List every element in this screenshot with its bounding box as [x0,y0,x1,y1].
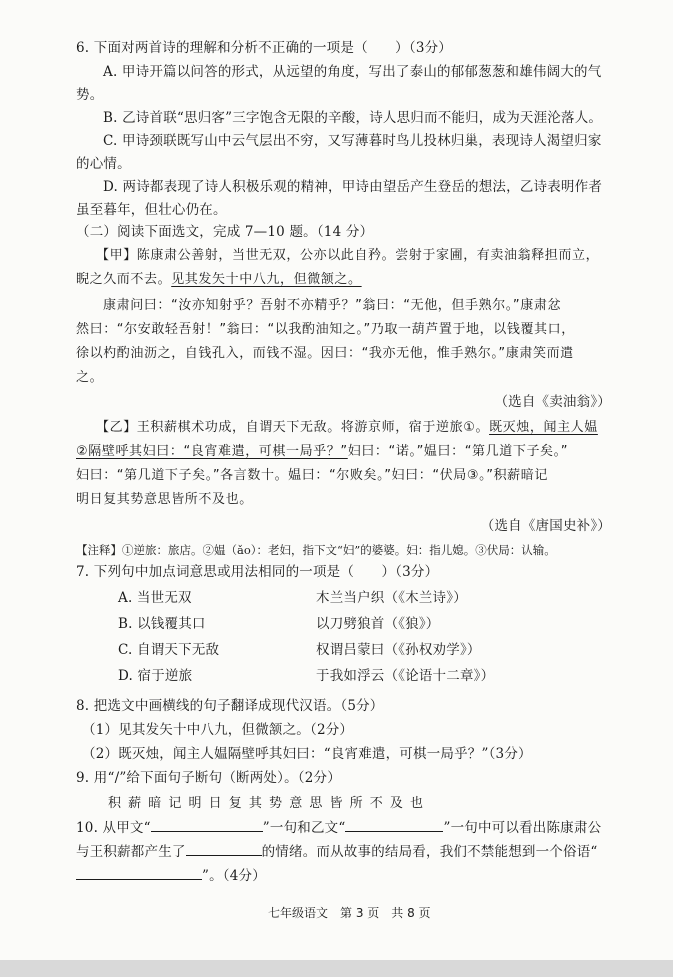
q7-option-b-left: B. 以钱覆其口 [118,616,206,632]
q8-stem: 8. 把选文中画横线的句子翻译成现代汉语。（5分） [76,698,384,714]
q7-option-d-left: D. 宿于逆旅 [118,668,193,684]
q6-option-b: B. 乙诗首联“思归客”三字饱含无限的辛酸，诗人思归而不能归，成为天涯沦落人。 [103,110,603,126]
q9-stem: 9. 用“/”给下面句子断句（断两处）。（2分） [76,770,341,786]
q10-blank-2[interactable] [345,819,443,832]
q8-sentence-1: （1）见其发矢十中八九，但微颔之。（2分） [82,722,354,738]
jia-paragraph2-line2: 然曰：“尔安敢轻吾射！”翁曰：“以我酌油知之。”乃取一葫芦置于地，以钱覆其口， [76,322,575,337]
q7-option-d-right: 于我如浮云（《论语十二章》） [316,668,495,684]
q7-option-a-left: A. 当世无双 [118,590,192,606]
q7-option-b-right: 以刀劈狼首（《狼》） [316,616,440,632]
q6-option-d-line2: 虽至暮年，但壮心仍在。 [76,202,227,218]
q6-option-c-line1: C. 甲诗颈联既写山中云气层出不穷，又写薄暮时鸟儿投林归巢，表现诗人渴望归家 [103,133,602,149]
q6-option-a-line2: 势。 [76,87,104,103]
yi-source: （选自《唐国史补》） [480,518,611,534]
q6-option-a-line1: A. 甲诗开篇以问答的形式，从远望的角度，写出了泰山的郁郁葱葱和雄伟阔大的气 [103,64,602,80]
q6-stem: 6. 下面对两首诗的理解和分析不正确的一项是（ ）（3分） [76,40,453,56]
q10-line3: ”。（4分） [76,866,266,886]
yi-paragraph-line4: 明日复其势意思皆所不及也。 [76,492,253,507]
page-footer: 七年级语文 第 3 页 共 8 页 [268,906,431,920]
jia-paragraph1-line1: 【甲】陈康肃公善射，当世无双，公亦以此自矜。尝射于家圃，有卖油翁释担而立， [96,248,600,263]
q9-sentence: 积 薪 暗 记 明 日 复 其 势 意 思 皆 所 不 及 也 [108,796,425,811]
q6-option-d-line1: D. 两诗都表现了诗人积极乐观的精神，甲诗由望岳产生登岳的想法，乙诗表明作者 [103,179,603,195]
q7-stem: 7. 下列句中加点词意思或用法相同的一项是（ ）（3分） [76,564,439,580]
jia-underlined-sentence: 见其发矢十中八九，但微颔之。 [171,272,362,287]
section2-heading: （二）阅读下面选文，完成 7—10 题。（14 分） [76,224,374,240]
yi-paragraph-line2 [76,442,568,462]
q7-option-a-right: 木兰当户织（《木兰诗》） [316,590,467,606]
q10-blank-4[interactable] [76,867,202,880]
q10-blank-3[interactable] [186,843,262,856]
yi-paragraph-line1 [96,418,598,438]
jia-paragraph2-line1: 康肃问曰：“汝亦知射乎？吾射不亦精乎？”翁曰：“无他，但手熟尔。”康肃忿 [103,298,562,313]
yi-paragraph-line3: 妇曰：“第几道下子矣。”各言数十。媪曰：“尔败矣。”妇曰：“伏局③。”积薪暗记 [76,468,548,483]
jia-paragraph1-line2 [76,270,362,290]
jia-source: （选自《卖油翁》） [494,394,611,410]
yi-underlined-sentence: ②隔壁呼其妇曰：“良宵难遣，可棋一局乎？” [76,444,348,459]
yi-plain-text-2: 妇曰：“诺。”媪曰：“第几道下子矣。” [347,444,569,459]
yi-underlined-start: 既灭烛，闻主人媪 [489,420,598,435]
q8-sentence-2: （2）既灭烛，闻主人媪隔壁呼其妇曰：“良宵难遣，可棋一局乎？”（3分） [82,746,532,762]
jia-paragraph2-line3: 徐以杓酌油沥之，自钱孔入，而钱不湿。因曰：“我亦无他，惟手熟尔。”康肃笑而遣 [76,346,574,361]
q10-blank-1[interactable] [151,819,263,832]
q7-option-c-right: 权谓吕蒙曰（《孙权劝学》） [316,642,481,658]
q7-option-c-left: C. 自谓天下无敌 [118,642,220,658]
annotation-notes: 【注释】①逆旅：旅店。②媪（ǎo）：老妇，指下文“妇”的婆婆。妇：指儿媳。③伏局：认输。 [76,543,556,557]
q10-line2: 与王积薪都产生了 的情绪。而从故事的结局看，我们不禁能想到一个俗语“ [76,844,598,860]
q10-line1: 10. 从甲文“ ”一句和乙文“ ”一句中可以看出陈康肃公 [76,820,602,836]
q6-option-c-line2: 的心情。 [76,156,131,172]
jia-paragraph2-line4: 之。 [76,370,104,385]
scan-bottom-strip [0,960,673,977]
yi-plain-text: 【乙】王积薪棋术功成，自谓天下无敌。将游京师，宿于逆旅①。 [96,420,490,435]
jia-plain-text: 睨之久而不去。 [76,272,172,287]
